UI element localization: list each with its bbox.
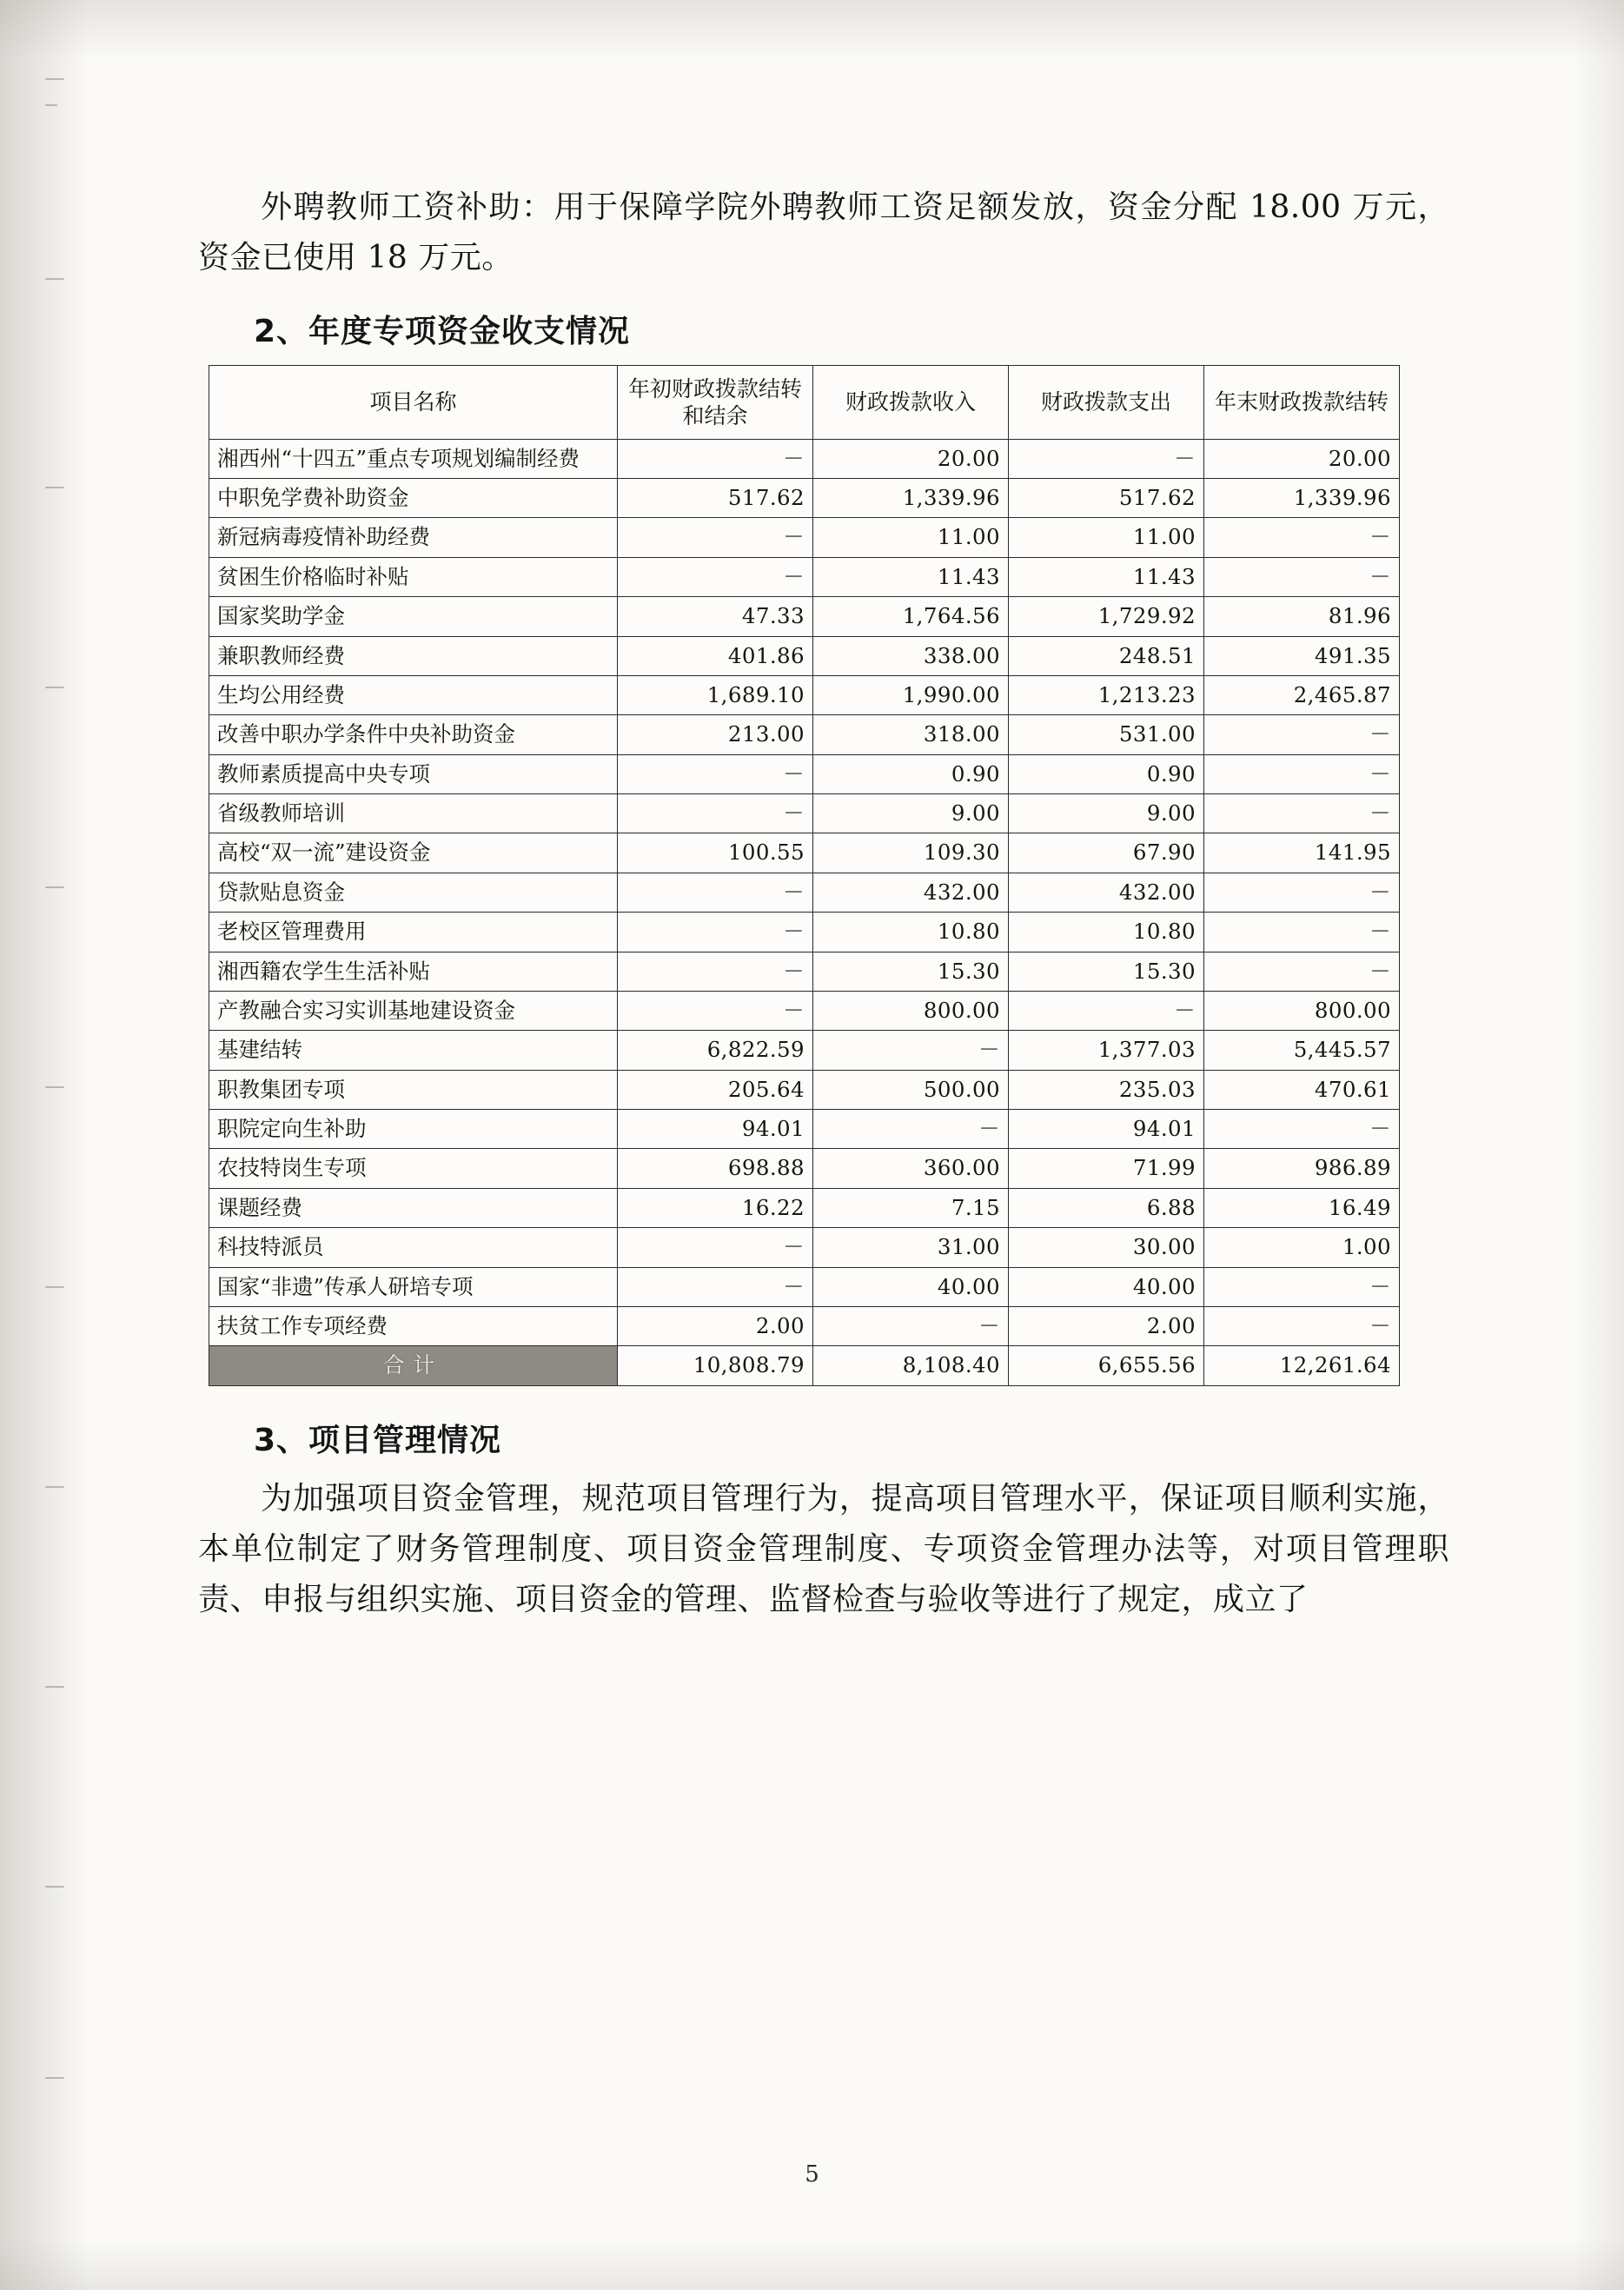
cell-income: 338.00 (813, 636, 1009, 675)
section-heading-2: 2、年度专项资金收支情况 (254, 313, 631, 349)
table-row (209, 873, 1400, 912)
special-fund-table (209, 365, 1400, 1386)
cell-project-name: 老校区管理费用 (209, 913, 618, 952)
table-row (209, 754, 1400, 793)
margin-marks (45, 78, 80, 2147)
cell-end-balance: 20.00 (1204, 439, 1400, 478)
cell-end-balance: 141.95 (1204, 833, 1400, 873)
cell-total-label: 合计 (209, 1346, 618, 1385)
cell-end-balance: － (1204, 913, 1400, 952)
cell-begin-balance: － (618, 518, 813, 557)
cell-expense: － (1009, 991, 1204, 1030)
cell-begin-balance: － (618, 913, 813, 952)
cell-project-name: 农技特岗生专项 (209, 1149, 618, 1188)
cell-begin-balance: 100.55 (618, 833, 813, 873)
cell-expense: － (1009, 439, 1204, 478)
table-row (209, 1149, 1400, 1188)
cell-expense: 9.00 (1009, 794, 1204, 833)
cell-project-name: 改善中职办学条件中央补助资金 (209, 715, 618, 754)
cell-income: 40.00 (813, 1267, 1009, 1306)
cell-begin-balance: 94.01 (618, 1110, 813, 1149)
cell-begin-balance: 213.00 (618, 715, 813, 754)
scan-shadow-right (1572, 0, 1624, 2290)
cell-project-name: 职教集团专项 (209, 1070, 618, 1109)
cell-project-name: 教师素质提高中央专项 (209, 754, 618, 793)
cell-expense: 11.43 (1009, 557, 1204, 596)
cell-income: 318.00 (813, 715, 1009, 754)
cell-expense: 2.00 (1009, 1306, 1204, 1345)
cell-begin-balance: － (618, 794, 813, 833)
cell-end-balance: － (1204, 952, 1400, 991)
table-row (209, 597, 1400, 636)
cell-expense: 71.99 (1009, 1149, 1204, 1188)
table-total-row (209, 1346, 1400, 1385)
section-heading-3: 3、项目管理情况 (254, 1422, 502, 1458)
cell-income: 0.90 (813, 754, 1009, 793)
cell-begin-balance: － (618, 952, 813, 991)
cell-project-name: 扶贫工作专项经费 (209, 1306, 618, 1345)
cell-begin-balance: 1,689.10 (618, 675, 813, 714)
cell-end-balance: － (1204, 794, 1400, 833)
cell-begin-balance: － (618, 439, 813, 478)
cell-project-name: 兼职教师经费 (209, 636, 618, 675)
cell-end-balance: 81.96 (1204, 597, 1400, 636)
table-row (209, 913, 1400, 952)
cell-project-name: 贫困生价格临时补贴 (209, 557, 618, 596)
cell-income: 1,339.96 (813, 479, 1009, 518)
cell-income: － (813, 1306, 1009, 1345)
cell-income: 31.00 (813, 1228, 1009, 1267)
cell-project-name: 产教融合实习实训基地建设资金 (209, 991, 618, 1030)
cell-project-name: 高校“双一流”建设资金 (209, 833, 618, 873)
cell-project-name: 中职免学费补助资金 (209, 479, 618, 518)
cell-expense: 432.00 (1009, 873, 1204, 912)
column-header-income: 财政拨款收入 (813, 365, 1009, 439)
cell-expense: 94.01 (1009, 1110, 1204, 1149)
cell-project-name: 国家“非遗”传承人研培专项 (209, 1267, 618, 1306)
cell-end-balance: 491.35 (1204, 636, 1400, 675)
cell-project-name: 国家奖助学金 (209, 597, 618, 636)
table-row (209, 636, 1400, 675)
cell-begin-balance: － (618, 873, 813, 912)
cell-end-balance: 1,339.96 (1204, 479, 1400, 518)
cell-begin-balance: 47.33 (618, 597, 813, 636)
page-number: 5 (805, 2161, 819, 2187)
scan-shadow-top (0, 0, 1624, 61)
cell-begin-balance: 2.00 (618, 1306, 813, 1345)
cell-expense: 1,377.03 (1009, 1031, 1204, 1070)
cell-project-name: 湘西籍农学生生活补贴 (209, 952, 618, 991)
table-row (209, 439, 1400, 478)
cell-expense: 40.00 (1009, 1267, 1204, 1306)
cell-income: 800.00 (813, 991, 1009, 1030)
cell-end-balance: － (1204, 1110, 1400, 1149)
cell-project-name: 课题经费 (209, 1188, 618, 1227)
cell-begin-balance: 16.22 (618, 1188, 813, 1227)
cell-income: 7.15 (813, 1188, 1009, 1227)
cell-income: 11.00 (813, 518, 1009, 557)
cell-begin-balance: － (618, 1228, 813, 1267)
cell-end-balance: 2,465.87 (1204, 675, 1400, 714)
cell-begin-balance: － (618, 754, 813, 793)
cell-income: 500.00 (813, 1070, 1009, 1109)
scan-shadow-bottom (0, 2238, 1624, 2290)
cell-expense: 517.62 (1009, 479, 1204, 518)
table-header-row (209, 365, 1400, 439)
cell-begin-balance: 517.62 (618, 479, 813, 518)
cell-income: 20.00 (813, 439, 1009, 478)
cell-begin-balance: － (618, 991, 813, 1030)
cell-expense: 30.00 (1009, 1228, 1204, 1267)
cell-income: 9.00 (813, 794, 1009, 833)
cell-income: 1,990.00 (813, 675, 1009, 714)
cell-expense: 1,213.23 (1009, 675, 1204, 714)
cell-project-name: 贷款贴息资金 (209, 873, 618, 912)
cell-expense: 6.88 (1009, 1188, 1204, 1227)
cell-project-name: 职院定向生补助 (209, 1110, 618, 1149)
section3-paragraph: 为加强项目资金管理，规范项目管理行为，提高项目管理水平，保证项目顺利实施，本单位制定了财务管理制度、项目资金管理制度、专项资金管理办法等，对项目管理职责、申报与组织实施、项目资金的管理、监督检查与验收等进行了规定，成立了 (198, 1480, 1449, 1618)
cell-end-balance: 1.00 (1204, 1228, 1400, 1267)
table-row (209, 991, 1400, 1030)
cell-income: － (813, 1110, 1009, 1149)
cell-end-balance: － (1204, 715, 1400, 754)
cell-end-balance: － (1204, 1306, 1400, 1345)
cell-income: 432.00 (813, 873, 1009, 912)
cell-begin-balance: 205.64 (618, 1070, 813, 1109)
cell-begin-balance: － (618, 557, 813, 596)
cell-total-begin-balance: 10,808.79 (618, 1346, 813, 1385)
cell-income: － (813, 1031, 1009, 1070)
cell-end-balance: － (1204, 518, 1400, 557)
cell-expense: 248.51 (1009, 636, 1204, 675)
cell-expense: 235.03 (1009, 1070, 1204, 1109)
cell-begin-balance: 6,822.59 (618, 1031, 813, 1070)
cell-end-balance: 16.49 (1204, 1188, 1400, 1227)
table-row (209, 1306, 1400, 1345)
cell-total-end-balance: 12,261.64 (1204, 1346, 1400, 1385)
cell-income: 10.80 (813, 913, 1009, 952)
intro-paragraph: 外聘教师工资补助：用于保障学院外聘教师工资足额发放，资金分配 18.00 万元，资金已使用 18 万元。 (198, 189, 1449, 276)
cell-project-name: 省级教师培训 (209, 794, 618, 833)
cell-end-balance: 470.61 (1204, 1070, 1400, 1109)
table-row (209, 794, 1400, 833)
column-header-expense: 财政拨款支出 (1009, 365, 1204, 439)
column-header-begin-balance: 年初财政拨款结转和结余 (618, 365, 813, 439)
scan-shadow-left (0, 0, 104, 2290)
cell-expense: 0.90 (1009, 754, 1204, 793)
table-row (209, 833, 1400, 873)
cell-expense: 15.30 (1009, 952, 1204, 991)
cell-project-name: 科技特派员 (209, 1228, 618, 1267)
cell-project-name: 新冠病毒疫情补助经费 (209, 518, 618, 557)
cell-total-income: 8,108.40 (813, 1346, 1009, 1385)
table-row (209, 1267, 1400, 1306)
cell-begin-balance: 401.86 (618, 636, 813, 675)
table-row (209, 1031, 1400, 1070)
cell-end-balance: － (1204, 873, 1400, 912)
cell-income: 1,764.56 (813, 597, 1009, 636)
cell-end-balance: 986.89 (1204, 1149, 1400, 1188)
cell-expense: 1,729.92 (1009, 597, 1204, 636)
table-row (209, 1110, 1400, 1149)
cell-expense: 67.90 (1009, 833, 1204, 873)
cell-end-balance: 800.00 (1204, 991, 1400, 1030)
cell-project-name: 生均公用经费 (209, 675, 618, 714)
cell-expense: 11.00 (1009, 518, 1204, 557)
cell-end-balance: 5,445.57 (1204, 1031, 1400, 1070)
table-row (209, 952, 1400, 991)
cell-project-name: 湘西州“十四五”重点专项规划编制经费 (209, 439, 618, 478)
table-row (209, 557, 1400, 596)
cell-income: 109.30 (813, 833, 1009, 873)
table-row (209, 675, 1400, 714)
cell-end-balance: － (1204, 557, 1400, 596)
cell-expense: 531.00 (1009, 715, 1204, 754)
cell-income: 360.00 (813, 1149, 1009, 1188)
cell-income: 15.30 (813, 952, 1009, 991)
table-row (209, 518, 1400, 557)
cell-total-expense: 6,655.56 (1009, 1346, 1204, 1385)
table-row (209, 1228, 1400, 1267)
cell-end-balance: － (1204, 754, 1400, 793)
table-row (209, 479, 1400, 518)
page-content (198, 183, 1449, 1631)
column-header-project-name: 项目名称 (209, 365, 618, 439)
table-row (209, 1188, 1400, 1227)
table-row (209, 715, 1400, 754)
cell-project-name: 基建结转 (209, 1031, 618, 1070)
cell-end-balance: － (1204, 1267, 1400, 1306)
cell-begin-balance: － (618, 1267, 813, 1306)
cell-income: 11.43 (813, 557, 1009, 596)
cell-expense: 10.80 (1009, 913, 1204, 952)
column-header-end-balance: 年末财政拨款结转 (1204, 365, 1400, 439)
table-row (209, 1070, 1400, 1109)
cell-begin-balance: 698.88 (618, 1149, 813, 1188)
